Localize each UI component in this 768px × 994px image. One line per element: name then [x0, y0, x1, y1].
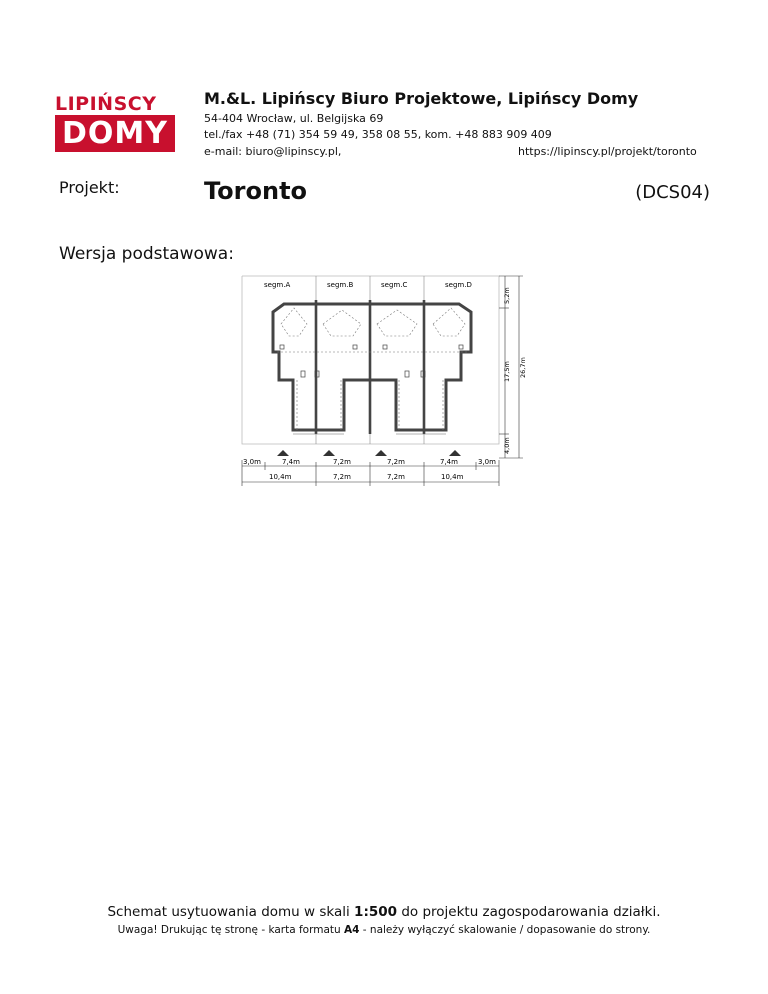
dim-right-26-7: 26,7m — [519, 357, 527, 378]
dim-bottom-10-4-left: 10,4m — [269, 473, 292, 481]
dim-right-5-2: 5,2m — [503, 287, 511, 304]
project-url: https://lipinscy.pl/projekt/toronto — [518, 145, 697, 158]
window-markers — [280, 345, 463, 377]
building-outline — [273, 304, 471, 430]
project-label: Projekt: — [59, 178, 120, 197]
dim-bottom-7-2-b: 7,2m — [333, 458, 351, 466]
company-name: M.&L. Lipińscy Biuro Projektowe, Lipińscy Domy — [204, 89, 639, 108]
company-email: e-mail: biuro@lipinscy.pl, — [204, 145, 342, 158]
segment-label-a: segm.A — [264, 281, 291, 289]
scale-note-post: do projektu zagospodarowania działki. — [397, 904, 661, 920]
dim-bottom-7-4-left: 7,4m — [282, 458, 300, 466]
company-logo — [55, 93, 175, 153]
scale-note-pre: Schemat usytuowania domu w skali — [107, 904, 355, 920]
party-walls — [316, 300, 424, 434]
entry-triangles — [277, 450, 461, 456]
scale-note — [0, 904, 768, 920]
segment-label-b: segm.B — [327, 281, 354, 289]
project-name: Toronto — [204, 177, 308, 205]
roof-lines — [277, 308, 469, 430]
dim-bottom-10-4-right: 10,4m — [441, 473, 464, 481]
print-format: A4 — [344, 924, 360, 936]
segment-label-c: segm.C — [381, 281, 408, 289]
print-warning — [0, 924, 768, 936]
dim-right-17-5: 17,5m — [503, 361, 511, 382]
dim-bottom2-7-2-b: 7,2m — [333, 473, 351, 481]
logo-line-2: DOMY — [55, 115, 175, 152]
project-code: (DCS04) — [635, 182, 710, 203]
scale-value: 1:500 — [354, 904, 398, 920]
dim-bottom-3-0-right: 3,0m — [478, 458, 496, 466]
dim-bottom-7-4-right: 7,4m — [440, 458, 458, 466]
print-warning-pre: Uwaga! Drukując tę stronę - karta formatu — [117, 924, 345, 936]
company-phone: tel./fax +48 (71) 354 59 49, 358 08 55, kom. +48 883 909 409 — [204, 128, 552, 141]
print-warning-post: - należy wyłączyć skalowanie / dopasowanie do strony. — [359, 924, 651, 936]
site-plan-drawing — [237, 274, 529, 488]
segment-label-d: segm.D — [445, 281, 472, 289]
logo-line-1: LIPIŃSCY — [55, 93, 157, 115]
dim-bottom-3-0-left: 3,0m — [243, 458, 261, 466]
dim-bottom-7-2-c: 7,2m — [387, 458, 405, 466]
dim-right-4-0: 4,0m — [503, 437, 511, 454]
dim-bottom2-7-2-c: 7,2m — [387, 473, 405, 481]
version-label: Wersja podstawowa: — [59, 244, 234, 264]
company-address: 54-404 Wrocław, ul. Belgijska 69 — [204, 112, 384, 125]
